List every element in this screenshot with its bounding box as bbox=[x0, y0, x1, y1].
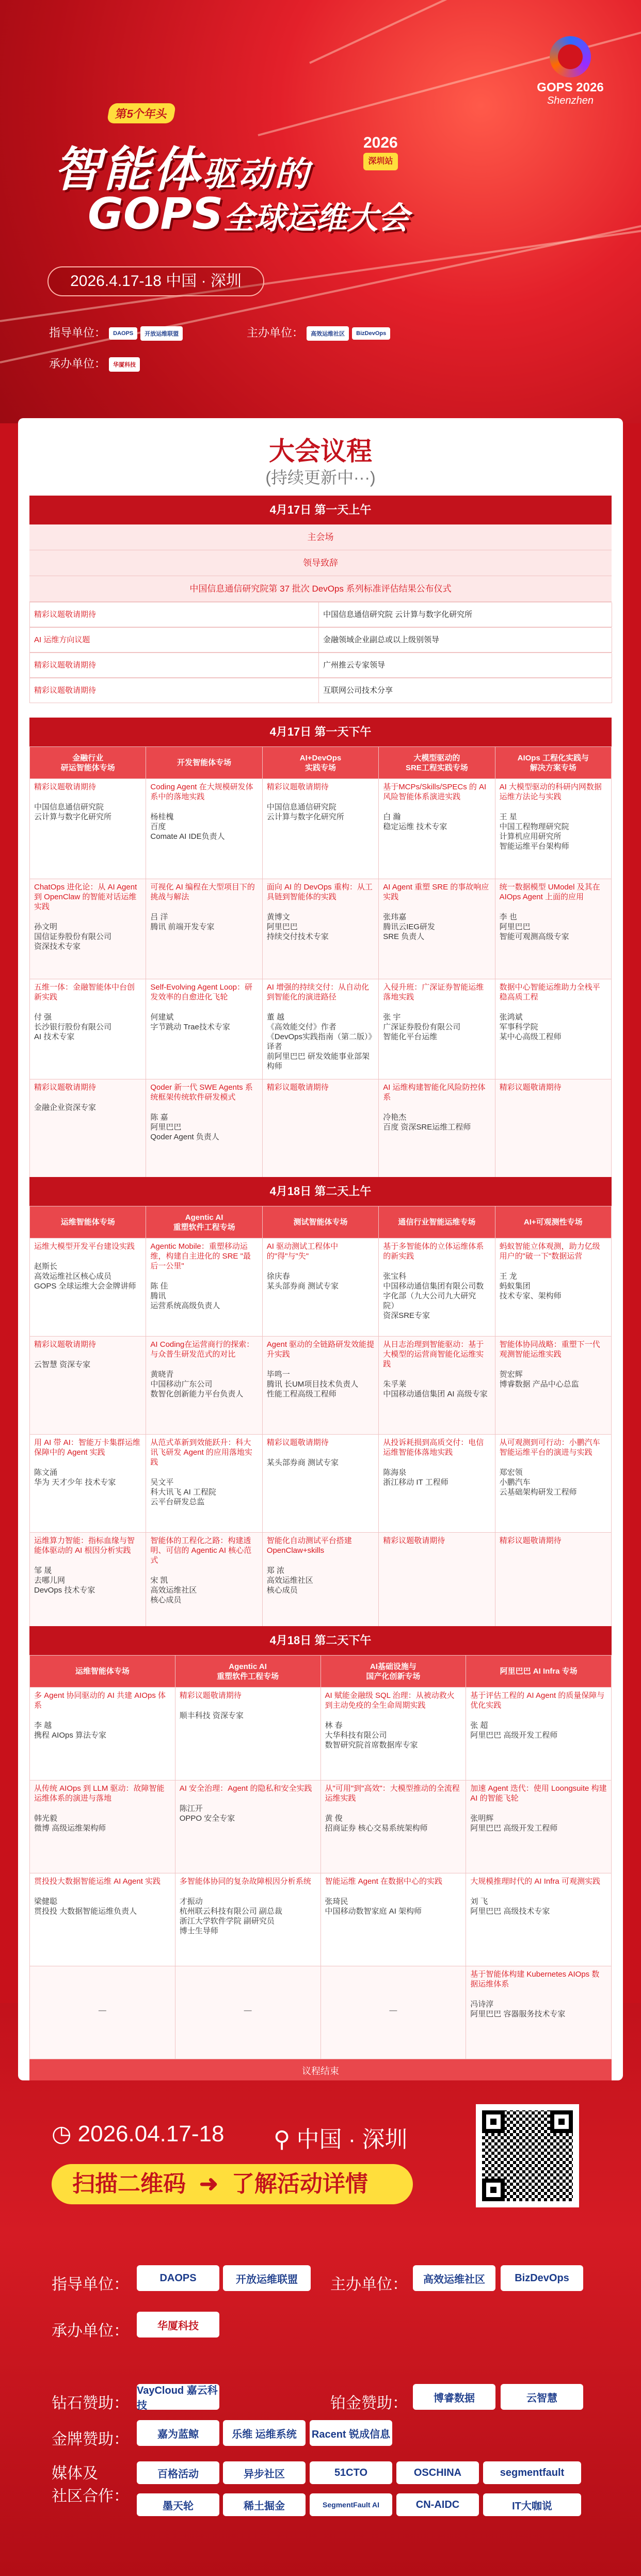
daops-logo: DAOPS bbox=[137, 2265, 219, 2291]
session-speaker: 中国信息通信研究院 云计算与数字化研究所 bbox=[319, 602, 612, 627]
session-speaker: 陈江开 OPPO 安全专家 bbox=[179, 1804, 235, 1823]
session-cell bbox=[146, 1435, 262, 1533]
session-speaker: 中国信息通信研究院 云计算与数字化研究所 bbox=[266, 803, 344, 821]
session-row bbox=[29, 653, 612, 678]
track-header: 运维智能体专场 bbox=[30, 1206, 146, 1238]
agenda-card bbox=[18, 418, 623, 2080]
session-speaker: 赵斯长 高效运维社区核心成员 GOPS 全球运维大会金牌讲师 bbox=[34, 1262, 136, 1291]
session-cell bbox=[495, 779, 612, 879]
session-speaker: 王 龙 蚂蚁集团 技术专家、架构师 bbox=[499, 1272, 562, 1300]
title-year: 2026 深圳站 bbox=[363, 135, 398, 170]
session-topic: 蚂蚁智能立体观测，助力亿级用户的"破一下"数据运营 bbox=[499, 1242, 600, 1261]
session-cell bbox=[321, 1966, 467, 2059]
section-d1am bbox=[29, 496, 612, 703]
bizdevops-logo: BizDevOps bbox=[501, 2265, 583, 2291]
media-logo: 百格活动 bbox=[137, 2461, 219, 2484]
section-d1pm bbox=[29, 718, 612, 1180]
track-header: 大模型驱动的 SRE工程实践专场 bbox=[379, 747, 495, 779]
session-cell bbox=[379, 1238, 495, 1337]
gold-label: 金牌赞助： bbox=[52, 2431, 129, 2448]
racent-logo: Racent 锐成信息 bbox=[310, 2420, 392, 2446]
session-topic: 精彩议题敬请期待 bbox=[34, 1340, 97, 1349]
track-header: 运维智能体专场 bbox=[30, 1656, 175, 1688]
session-cell bbox=[379, 1079, 495, 1180]
session-speaker: 云智慧 资深专家 bbox=[34, 1360, 91, 1369]
session-cell bbox=[175, 1966, 321, 2059]
session-speaker: 某头部券商 测试专家 bbox=[266, 1458, 339, 1467]
session-cell bbox=[30, 1688, 175, 1780]
session-cell bbox=[379, 779, 495, 879]
main-title-line2: GOPS全球运维大会 bbox=[88, 188, 409, 239]
media-logo: 异步社区 bbox=[223, 2461, 306, 2484]
session-grid bbox=[29, 1655, 612, 2059]
session-speaker: 陈海泉 浙江移动 IT 工程师 bbox=[383, 1468, 448, 1487]
session-topic: 基于MCPs/Skills/SPECs 的 AI 风险智能体系演进实践 bbox=[383, 783, 487, 801]
session-bar: 中国信息通信研究院第 37 批次 DevOps 系列标准评估结果公布仪式 bbox=[29, 576, 612, 602]
session-cell bbox=[175, 1780, 321, 1873]
session-topic: AI Agent 重塑 SRE 的事故响应实践 bbox=[383, 883, 489, 901]
session-speaker: 金融企业资深专家 bbox=[34, 1103, 97, 1112]
agenda-end-bar: 议程结束 bbox=[29, 2059, 612, 2080]
session-cell bbox=[263, 1337, 379, 1435]
session-speaker: 张琦民 中国移动数智家庭 AI 架构师 bbox=[325, 1897, 422, 1916]
media-logo: 51CTO bbox=[310, 2461, 392, 2484]
track-header: 金融行业 研运智能体专场 bbox=[30, 747, 146, 779]
session-topic: — bbox=[244, 2006, 252, 2015]
session-topic: 精彩议题敬请期待 bbox=[30, 678, 319, 703]
session-cell bbox=[30, 1780, 175, 1873]
session-topic: 智能体的工程化之路：构建透明、可信的 Agentic AI 核心范式 bbox=[150, 1536, 252, 1565]
media-logo: 墨天轮 bbox=[137, 2493, 219, 2516]
session-cell bbox=[146, 1238, 262, 1337]
session-topic: 加速 Agent 迭代：使用 Loongsuite 构建 AI 的智能飞轮 bbox=[470, 1784, 607, 1803]
session-topic: 精彩议题敬请期待 bbox=[30, 602, 319, 627]
track-header: Agentic AI 重塑软件工程专场 bbox=[146, 1206, 262, 1238]
session-cell bbox=[263, 1079, 379, 1180]
session-topic: 用 AI 带 AI：智能万卡集群运维保障中的 Agent 实践 bbox=[34, 1438, 140, 1457]
session-cell bbox=[30, 1533, 146, 1631]
session-speaker: 陈文涌 华为 天才少年 技术专家 bbox=[34, 1468, 116, 1487]
session-cell bbox=[30, 979, 146, 1079]
session-topic: AI 安全治理：Agent 的隐私和安全实践 bbox=[179, 1784, 312, 1793]
session-cell bbox=[175, 1688, 321, 1780]
session-topic: AI 赋能金融级 SQL 治理：从被动救火到主动免疫的全生命周期实践 bbox=[325, 1691, 455, 1710]
session-topic: 五维一体：金融智能体中台创新实践 bbox=[34, 983, 135, 1001]
d2am-table bbox=[29, 1206, 612, 1631]
session-cell bbox=[30, 1238, 146, 1337]
session-cell bbox=[30, 1873, 175, 1966]
clock-icon: ◷ bbox=[52, 2121, 78, 2146]
huaxia-logo: 华厦科技 bbox=[137, 2312, 219, 2338]
session-topic: 从可观测到可行动：小鹏汽车智能运维平台的演进与实践 bbox=[499, 1438, 600, 1457]
session-cell bbox=[495, 1238, 612, 1337]
session-grid bbox=[29, 746, 612, 1180]
session-cell bbox=[321, 1873, 467, 1966]
session-cell bbox=[30, 1435, 146, 1533]
session-speaker: 贺宏辉 博睿数据 产品中心总监 bbox=[499, 1370, 579, 1389]
session-speaker: 中国信息通信研究院 云计算与数字化研究所 bbox=[34, 803, 112, 821]
session-topic: 从范式革新到效能跃升：科大讯飞研发 Agent 的应用落地实践 bbox=[150, 1438, 252, 1467]
session-topic: 基于多智能体的立体运维体系的新实践 bbox=[383, 1242, 484, 1261]
session-cell bbox=[321, 1780, 467, 1873]
session-cell bbox=[175, 1873, 321, 1966]
session-cell bbox=[379, 879, 495, 979]
session-topic: 精彩议题敬请期待 bbox=[179, 1691, 242, 1700]
session-speaker: 广州推云专家领导 bbox=[319, 653, 612, 678]
session-cell bbox=[263, 979, 379, 1079]
session-topic: Agentic Mobile：重塑移动运维，构建自主进化的 SRE "最后一公里" bbox=[150, 1242, 251, 1270]
session-cell bbox=[379, 1337, 495, 1435]
session-speaker: 冷艳杰 百度 资深SRE运维工程师 bbox=[383, 1113, 471, 1132]
session-topic: 数据中心智能运维助力全栈平稳高质工程 bbox=[499, 983, 600, 1001]
track-header: AIOps 工程化实践与 解决方案专场 bbox=[495, 747, 612, 779]
section-d2pm bbox=[29, 1626, 612, 2080]
section-header: 4月17日 第一天下午 bbox=[29, 718, 612, 746]
session-topic: AI 运维构建智能化风险防控体系 bbox=[383, 1083, 486, 1102]
platinum-label: 铂金赞助： bbox=[330, 2395, 408, 2412]
media-logo: CN-AIDC bbox=[396, 2493, 479, 2516]
session-cell bbox=[263, 779, 379, 879]
session-cell bbox=[495, 879, 612, 979]
session-grid bbox=[29, 1206, 612, 1631]
section-header: 4月18日 第二天上午 bbox=[29, 1177, 612, 1206]
session-topic: 精彩议题敬请期待 bbox=[34, 1083, 97, 1092]
session-speaker: 林 春 大华科技有限公司 数智研究院首席数据库专家 bbox=[325, 1721, 418, 1750]
session-speaker: 董 越 《高效能交付》作者 《DevOps实践指南（第二版）》译者 前阿里巴巴 研发效能事业部架构师 bbox=[266, 1013, 372, 1071]
session-topic: 基于智能体构建 Kubernetes AIOps 数据运维体系 bbox=[470, 1970, 600, 1989]
session-topic: AI 大模型驱动的科研内网数据运维方法论与实践 bbox=[499, 783, 602, 801]
session-topic: 从传统 AIOps 到 LLM 驱动：故障智能运维体系的演进与落地 bbox=[34, 1784, 165, 1803]
scan-qr-button[interactable]: 扫描二维码 ➜ 了解活动详情 bbox=[52, 2164, 413, 2204]
session-speaker: 李 也 阿里巴巴 智能可观测高级专家 bbox=[499, 913, 569, 941]
session-speaker: 宋 凯 高效运维社区 核心成员 bbox=[150, 1576, 197, 1604]
track-header: 测试智能体专场 bbox=[263, 1206, 379, 1238]
session-topic: — bbox=[389, 2006, 397, 2015]
session-topic: 面向 AI 的 DevOps 重构：从工具链到智能体的实践 bbox=[266, 883, 373, 901]
session-topic: 大规模推理时代的 AI Infra 可观测实践 bbox=[470, 1877, 600, 1886]
session-speaker: 杨桂槐 百度 Comate AI IDE负责人 bbox=[150, 813, 225, 841]
session-cell bbox=[146, 879, 262, 979]
undertake-org: 承办单位： 华厦科技 bbox=[49, 355, 143, 372]
section-header: 4月18日 第二天下午 bbox=[29, 1626, 612, 1655]
session-speaker: 邹 晟 去哪儿网 DevOps 技术专家 bbox=[34, 1566, 95, 1595]
guide-label: 指导单位： bbox=[52, 2276, 129, 2293]
section-d2am bbox=[29, 1177, 612, 1631]
session-cell bbox=[379, 1435, 495, 1533]
session-speaker: 白 瀚 稳定运维 技术专家 bbox=[383, 813, 447, 831]
session-row bbox=[29, 678, 612, 703]
event-location: ⚲ 中国 · 深圳 bbox=[274, 2127, 408, 2152]
session-topic: 入侵升班：广深证券智能运维落地实践 bbox=[383, 983, 484, 1001]
session-topic: 智能化自动测试平台搭建 OpenClaw+skills bbox=[266, 1536, 352, 1555]
track-header: AI+DevOps 实践专场 bbox=[263, 747, 379, 779]
session-cell bbox=[379, 1533, 495, 1631]
anniversary-badge: 第5个年头 bbox=[107, 103, 177, 123]
session-cell bbox=[495, 1337, 612, 1435]
session-speaker: 顺丰科技 资深专家 bbox=[179, 1711, 244, 1720]
session-cell bbox=[30, 879, 146, 979]
session-bar: 领导致辞 bbox=[29, 550, 612, 576]
session-speaker: 王 星 中国工程物理研究院 计算机应用研究所 智能运维平台架构师 bbox=[499, 813, 569, 851]
vaycloud-logo: VayCloud 嘉云科技 bbox=[137, 2384, 219, 2410]
session-speaker: 徐庆春 某头部券商 测试专家 bbox=[266, 1272, 339, 1291]
session-speaker: 张明辉 阿里巴巴 高级开发工程师 bbox=[470, 1814, 558, 1833]
session-bar: 主会场 bbox=[29, 524, 612, 550]
session-speaker: 毕鸣一 腾讯 长UM项目技术负责人 性能工程高级工程师 bbox=[266, 1370, 359, 1398]
gops-logo-icon bbox=[550, 36, 591, 77]
host-label: 主办单位： bbox=[330, 2276, 408, 2293]
media-logo: segmentfault bbox=[483, 2461, 581, 2484]
session-speaker: 孙文明 国信证券股份有限公司 资深技术专家 bbox=[34, 923, 112, 951]
media-logo: OSCHINA bbox=[396, 2461, 479, 2484]
session-topic: 精彩议题敬请期待 bbox=[266, 1083, 329, 1092]
session-speaker: 付 强 长沙银行股份有限公司 AI 技术专家 bbox=[34, 1013, 112, 1041]
session-topic: 从"可用"到"高效"：大模型推动的全流程运维实践 bbox=[325, 1784, 460, 1803]
session-speaker: 韩光毅 微博 高级运维架构师 bbox=[34, 1814, 106, 1833]
d1am-table bbox=[29, 524, 612, 703]
session-cell bbox=[30, 779, 146, 879]
session-topic: 多 Agent 协同驱动的 AI 共建 AIOps 体系 bbox=[34, 1691, 166, 1710]
session-speaker: 黄晓青 中国移动广东公司 数智化创新能力平台负责人 bbox=[150, 1370, 244, 1398]
session-cell bbox=[146, 1533, 262, 1631]
media-logo: SegmentFault AI bbox=[310, 2493, 392, 2516]
session-speaker: 黄博文 阿里巴巴 持续交付技术专家 bbox=[266, 913, 329, 941]
track-header: 通信行业智能运维专场 bbox=[379, 1206, 495, 1238]
agenda-subtitle: (持续更新中···) bbox=[265, 468, 376, 487]
qr-code[interactable] bbox=[476, 2104, 579, 2207]
session-speaker: 冯诗淳 阿里巴巴 容器服务技术专家 bbox=[470, 2000, 566, 2018]
session-speaker: 陈 佳 腾讯 运营系统高级负责人 bbox=[150, 1282, 220, 1310]
session-speaker: 梁健聪 贯投投 大数据智能运维负责人 bbox=[34, 1897, 137, 1916]
greatops-logo: 高效运维社区 bbox=[413, 2265, 495, 2291]
session-topic: 精彩议题敬请期待 bbox=[266, 783, 329, 791]
session-topic: 精彩议题敬请期待 bbox=[499, 1536, 562, 1545]
session-speaker: 陈 嘉 阿里巴巴 Qoder Agent 负责人 bbox=[150, 1113, 219, 1141]
location-pin-icon: ⚲ bbox=[274, 2127, 297, 2152]
track-header: 开发智能体专场 bbox=[146, 747, 262, 779]
session-topic: 贯投投大数据智能运维 AI Agent 实践 bbox=[34, 1877, 161, 1886]
session-cell bbox=[146, 979, 262, 1079]
session-topic: AI Coding在运营商行的探索：与众普生研发范式的对比 bbox=[150, 1340, 254, 1359]
session-row bbox=[29, 602, 612, 627]
session-topic: 统一数据模型 UModel 及其在 AIOps Agent 上面的应用 bbox=[499, 883, 600, 901]
session-speaker: 何建斌 字节跳动 Trae技术专家 bbox=[150, 1013, 230, 1031]
session-topic: AI 运维方向议题 bbox=[30, 628, 319, 653]
media-label: 媒体及 社区合作： bbox=[52, 2465, 129, 2505]
session-topic: 可视化 AI 编程在大型项目下的挑战与解法 bbox=[150, 883, 255, 901]
arrow-right-icon: ➜ bbox=[199, 2171, 218, 2197]
session-topic: 精彩议题敬请期待 bbox=[34, 783, 97, 791]
track-header: Agentic AI 重塑软件工程专场 bbox=[175, 1656, 321, 1688]
event-date: ◷ 2026.04.17-18 bbox=[52, 2121, 225, 2146]
bluking-logo: 嘉为蓝鲸 bbox=[137, 2420, 219, 2446]
session-cell bbox=[146, 1337, 262, 1435]
diamond-label: 钻石赞助： bbox=[52, 2395, 129, 2412]
session-speaker: 吕 洋 腾讯 前端开发专家 bbox=[150, 913, 215, 931]
session-topic: 精彩议题敬请期待 bbox=[383, 1536, 445, 1545]
bonree-logo: 博睿数据 bbox=[413, 2384, 495, 2410]
session-cell bbox=[263, 1533, 379, 1631]
session-speaker: 张宝科 中国移动通信集团有限公司数字化部（九大公司九大研究院） 资深SRE专家 bbox=[383, 1272, 484, 1320]
track-header: AI基础设施与 国产化创新专场 bbox=[321, 1656, 467, 1688]
session-topic: 基于评估工程的 AI Agent 的质量保障与优化实践 bbox=[470, 1691, 605, 1710]
undertake-label: 承办单位： bbox=[52, 2323, 129, 2340]
session-cell bbox=[495, 979, 612, 1079]
session-topic: 运维大模型开发平台建设实践 bbox=[34, 1242, 135, 1251]
session-topic: Agent 驱动的全链路研发效能提升实践 bbox=[266, 1340, 375, 1359]
session-topic: AI 驱动测试工程体中的"得"与"失" bbox=[266, 1242, 339, 1261]
session-topic: Qoder 新一代 SWE Agents 系统框架传统软件研发模式 bbox=[150, 1083, 253, 1102]
session-cell bbox=[495, 1533, 612, 1631]
track-header: AI+可观测性专场 bbox=[495, 1206, 612, 1238]
session-topic: Self-Evolving Agent Loop：研发效率的自愈进化飞轮 bbox=[150, 983, 253, 1001]
session-speaker: 张 超 阿里巴巴 高级开发工程师 bbox=[470, 1721, 558, 1740]
host-orgs: 主办单位： 高效运维社区 BizDevOps bbox=[247, 324, 393, 341]
session-topic: 精彩议题敬请期待 bbox=[499, 1083, 562, 1092]
d1pm-table bbox=[29, 746, 612, 1180]
session-cell bbox=[30, 1079, 146, 1180]
session-topic: 精彩议题敬请期待 bbox=[30, 653, 319, 678]
session-cell bbox=[466, 1780, 612, 1873]
session-cell bbox=[379, 979, 495, 1079]
d2pm-table bbox=[29, 1655, 612, 2059]
event-date-pill: 2026.4.17-18 中国 · 深圳 bbox=[47, 266, 264, 296]
session-topic: 多智能体协同的复杂故障根因分析系统 bbox=[179, 1877, 311, 1886]
media-logo: 稀土掘金 bbox=[223, 2493, 306, 2516]
guide-orgs: 指导单位： DAOPS 开放运维联盟 bbox=[49, 324, 186, 341]
agenda-title: 大会议程 bbox=[269, 436, 372, 466]
session-topic: Coding Agent 在大规模研发体系中的落地实践 bbox=[150, 783, 253, 801]
session-topic: AI 增强的持续交付：从自动化到智能化的演进路径 bbox=[266, 983, 370, 1001]
session-speaker: 朱孚莱 中国移动通信集团 AI 高级专家 bbox=[383, 1380, 488, 1398]
session-speaker: 互联网公司技术分享 bbox=[319, 678, 612, 703]
session-speaker: 张鸿斌 军事科学院 某中心高级工程师 bbox=[499, 1013, 562, 1041]
session-cell bbox=[30, 1966, 175, 2059]
cloudwise-logo: 云智慧 bbox=[501, 2384, 583, 2410]
session-cell bbox=[146, 779, 262, 879]
media-logo: IT大咖说 bbox=[483, 2493, 581, 2516]
session-speaker: 刘 飞 阿里巴巴 高级技术专家 bbox=[470, 1897, 550, 1916]
session-cell bbox=[495, 1435, 612, 1533]
session-cell bbox=[495, 1079, 612, 1180]
gops-logo: GOPS 2026 Shenzhen bbox=[532, 36, 609, 107]
session-topic: ChatOps 进化论：从 AI Agent 到 OpenClaw 的智能对话运维实践 bbox=[34, 883, 137, 911]
session-cell bbox=[30, 1337, 146, 1435]
track-header: 阿里巴巴 AI Infra 专场 bbox=[466, 1656, 612, 1688]
session-topic: 运维算力智能：指标血缘与智能体驱动的 AI 根因分析实践 bbox=[34, 1536, 135, 1555]
session-topic: 从日志治理到智能驱动：基于大模型的运营商智能化运维实践 bbox=[383, 1340, 484, 1369]
session-cell bbox=[466, 1873, 612, 1966]
session-cell bbox=[146, 1079, 262, 1180]
main-title-line1: 智能体驱动的 bbox=[54, 142, 311, 197]
session-speaker: 张玮嘉 腾讯云IEG研发 SRE 负责人 bbox=[383, 913, 436, 941]
session-cell bbox=[321, 1688, 467, 1780]
session-speaker: 郑宏领 小鹏汽车 云基础架构研发工程师 bbox=[499, 1468, 577, 1497]
session-row bbox=[29, 627, 612, 653]
session-topic: 精彩议题敬请期待 bbox=[266, 1438, 329, 1447]
session-cell bbox=[263, 1238, 379, 1337]
session-cell bbox=[466, 1688, 612, 1780]
open-ops-logo: 开放运维联盟 bbox=[223, 2265, 311, 2291]
session-speaker: 才振动 杭州联云科技有限公司 副总裁 浙江大学软件学院 副研究员 博士生导师 bbox=[179, 1897, 282, 1935]
session-topic: 从投诉耗损到高质交付：电信运维智能体落地实践 bbox=[383, 1438, 484, 1457]
session-topic: 智能运维 Agent 在数据中心的实践 bbox=[325, 1877, 443, 1886]
session-speaker: 李 越 携程 AIOps 算法专家 bbox=[34, 1721, 107, 1740]
lewei-logo: 乐维 运维系统 bbox=[223, 2420, 306, 2446]
session-topic: — bbox=[98, 2006, 106, 2015]
session-speaker: 张 宇 广深证券股份有限公司 智能化平台运维 bbox=[383, 1013, 461, 1041]
session-cell bbox=[263, 1435, 379, 1533]
session-speaker: 吴文平 科大讯飞 AI 工程院 云平台研发总监 bbox=[150, 1478, 216, 1506]
session-speaker: 金融领域企业副总或以上级别领导 bbox=[319, 628, 612, 653]
session-cell bbox=[263, 879, 379, 979]
session-speaker: 郑 浓 高效运维社区 核心成员 bbox=[266, 1566, 313, 1595]
session-cell bbox=[466, 1966, 612, 2059]
session-topic: 智能体协同战略：重塑下一代观测智能运维实践 bbox=[499, 1340, 600, 1359]
section-header: 4月17日 第一天上午 bbox=[29, 496, 612, 524]
session-speaker: 黄 俊 招商证券 核心交易系统架构师 bbox=[325, 1814, 428, 1833]
